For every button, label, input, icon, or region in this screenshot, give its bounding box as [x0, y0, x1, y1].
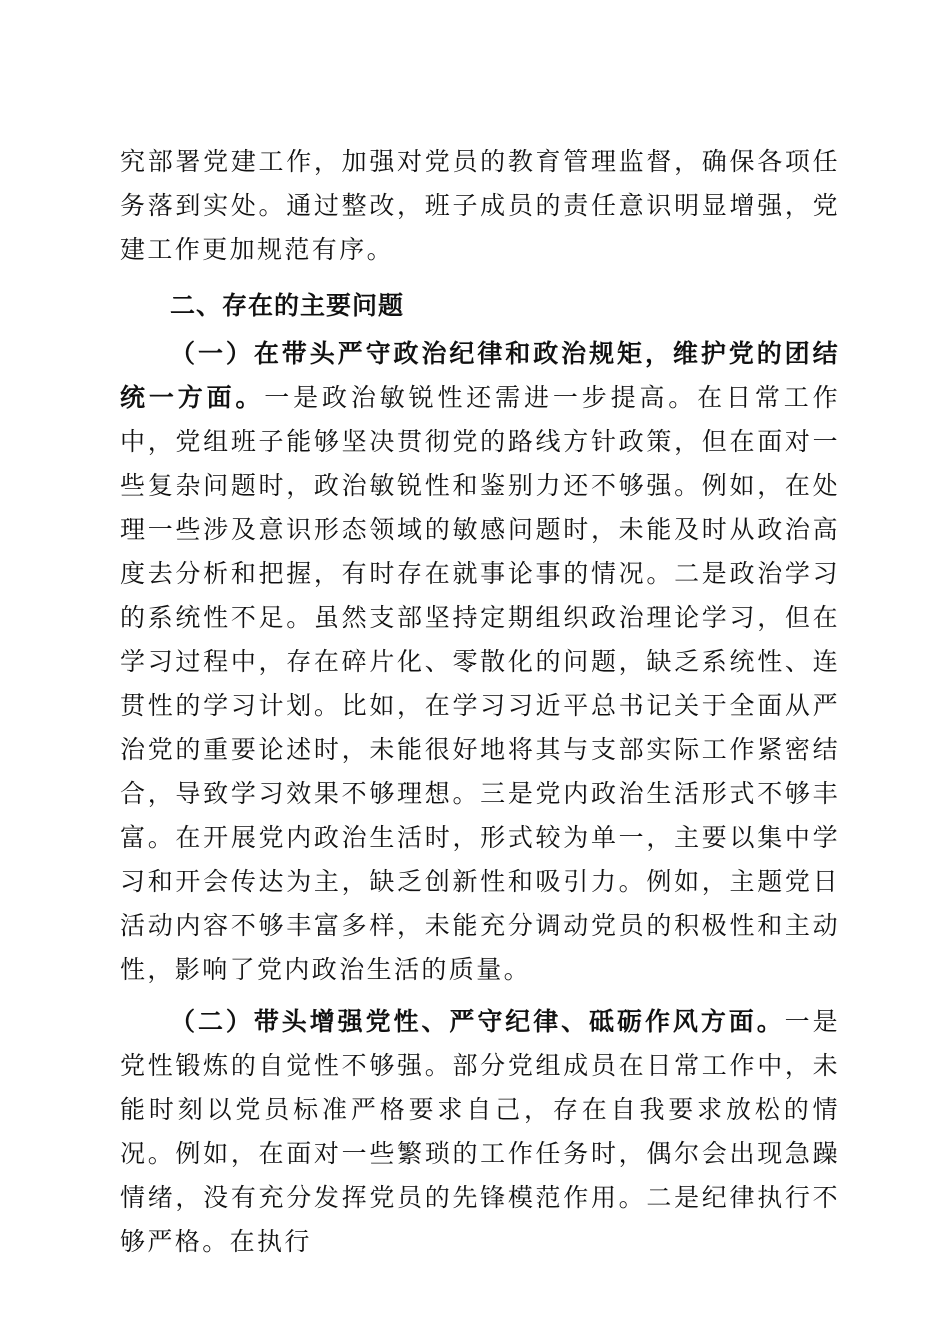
problem-2-lead: （二）带头增强党性、严守纪律、砥砺作风方面。 — [170, 1007, 785, 1036]
problem-1-body: 一是政治敏锐性还需进一步提高。在日常工作中，党组班子能够坚决贯彻党的路线方针政策，但在面对一些复杂问题时，政治敏锐性和鉴别力还不够强。例如，在处理一些涉及意识形态领域的敏感问题时，未能及时从政治高度去分析和把握，有时存在就事论事的情况。二是政治学习的系统性不足。虽然支部坚持定期组织政治理论学习，但在学习过程中，存在碎片化、零散化的问题，缺乏系统性、连贯性的学习计划。比如，在学习习近平总书记关于全面从严治党的重要论述时，未能很好地将其与支部实际工作紧密结合，导致学习效果不够理想。三是党内政治生活形式不够丰富。在开展党内政治生活时，形式较为单一，主要以集中学习和开会传达为主，缺乏创新性和吸引力。例如，主题党日活动内容不够丰富多样，未能充分调动党员的积极性和主动性，影响了党内政治生活的质量。 — [120, 383, 840, 984]
document-body — [120, 140, 840, 1264]
continuation-paragraph: 究部署党建工作，加强对党员的教育管理监督，确保各项任务落到实处。通过整改，班子成员的责任意识明显增强，党建工作更加规范有序。 — [120, 147, 840, 264]
problem-2-body: 一是党性锻炼的自觉性不够强。部分党组成员在日常工作中，未能时刻以党员标准严格要求自己，存在自我要求放松的情况。例如，在面对一些繁琐的工作任务时，偶尔会出现急躁情绪，没有充分发挥党员的先锋模范作用。二是纪律执行不够严格。在执行 — [120, 1007, 840, 1256]
problem-2-paragraph — [120, 1000, 840, 1264]
problem-1-lead: （一）在带头严守政治纪律和政治规矩，维护党的团结统一方面。 — [120, 339, 840, 412]
section-heading: 二、存在的主要问题 — [170, 291, 405, 320]
problem-1-paragraph — [120, 332, 840, 992]
